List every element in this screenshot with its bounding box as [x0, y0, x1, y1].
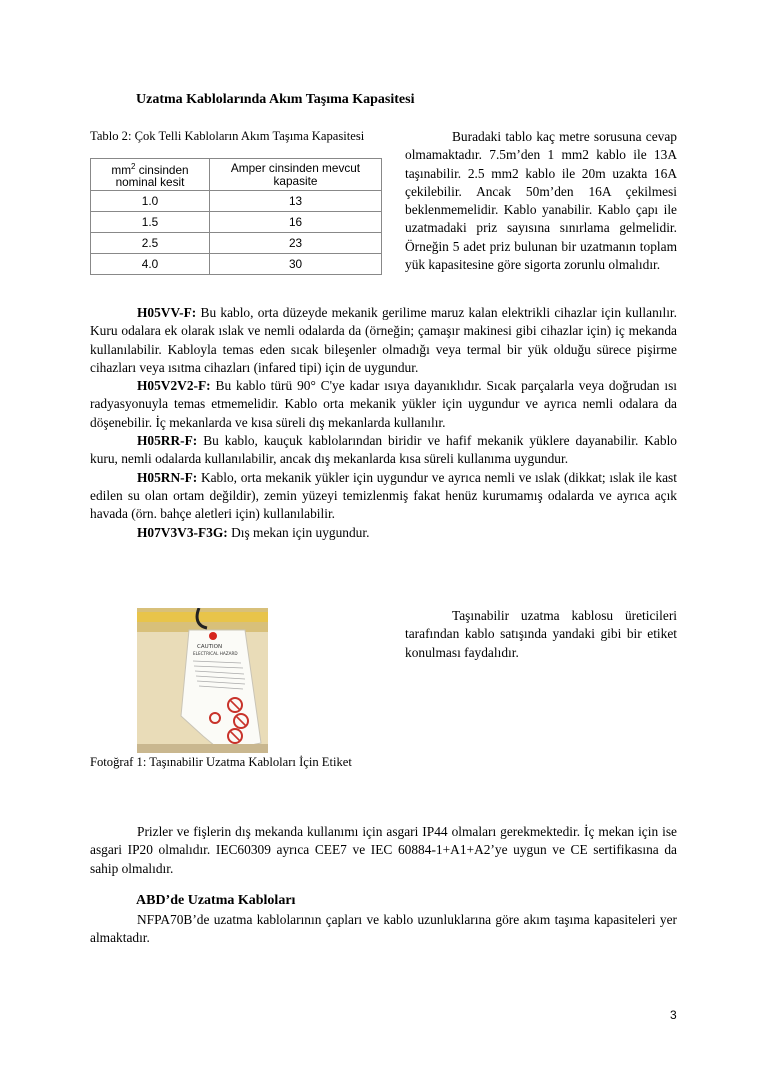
cable-label-illustration	[137, 608, 268, 753]
capacity-table	[90, 158, 382, 275]
header-ampere-capacity: Amper cinsinden mevcut kapasite	[210, 159, 382, 191]
table-row	[91, 191, 382, 212]
cable-label-photo	[137, 608, 268, 753]
photo-caption: Fotoğraf 1: Taşınabilir Uzatma Kabloları İçin Etiket	[90, 755, 352, 769]
paragraph-h05rn-f: H05RN-F: Kablo, orta mekanik yükler için uygundur ve ayrıca nemli ve ıslak (dikkat; ıslak ile kast edilen su olan ortam değildir), zemin yüzeyi temizlenmiş fakat henüz kurumamış odalarda ve ayrıca açık havada (örn. bahçe aletleri için) kullanılabilir.	[90, 469, 677, 522]
photo-label-line1: CAUTION	[197, 644, 223, 650]
table-caption: Tablo 2: Çok Telli Kabloların Akım Taşıma Kapasitesi	[90, 129, 365, 143]
table-cell: 2.5	[91, 233, 210, 254]
table-cell: 16	[210, 212, 382, 233]
paragraph-h05v2v2-f: H05V2V2-F: Bu kablo türü 90° C'ye kadar ısıya dayanıklıdır. Sıcak parçalarla veya doğrudan ısı radyasyonuyla temas etmemelidir. Kablo orta mekanik yükler için uygundur ve ayrıca nemli odalara da döşenebilir. İç mekanlarda ve kısa süreli dış mekanlarda kullanılır.	[90, 378, 677, 430]
table-row	[91, 233, 382, 254]
cable-types-section	[90, 304, 677, 542]
table-header-row	[91, 159, 382, 191]
ip-paragraph: Prizler ve fişlerin dış mekanda kullanımı için asgari IP44 olmaları gerekmektedir. İç mekan için ise asgari IP20 olmalıdır. IEC60309 ayrıca CEE7 ve IEC 60884-1+A1+A2’ye uygun ve CE sertifikasına da sahip olmalıdır.	[90, 824, 677, 876]
page-number: 3	[670, 1008, 677, 1022]
table-row	[91, 254, 382, 275]
table-row	[91, 212, 382, 233]
section-title: Uzatma Kablolarında Akım Taşıma Kapasitesi	[136, 92, 415, 107]
table-cell: 23	[210, 233, 382, 254]
photo-side-text: Taşınabilir uzatma kablosu üreticileri tarafından kablo satışında yandaki gibi bir etiket konulması faydalıdır.	[405, 608, 677, 660]
table-cell: 4.0	[91, 254, 210, 275]
table-cell: 1.5	[91, 212, 210, 233]
right-column-paragraph: Buradaki tablo kaç metre sorusuna cevap olmamaktadır. 7.5m’den 1 mm2 kablo ile 13A taşınabilir. 2.5 mm2 kablo ile 20m uzakta 16A çekilebilir. Ancak 50m’den 16A çekilmesi beklenmemelidir. Kablo yanabilir. Kablo çapı ile uzatmadaki priz sayısına sınırlama gelmelidir. Örneğin 5 adet priz bulunan bir uzatmanın toplam yük kapasitesine göre sigorta zorunlu olmalıdır.	[405, 129, 677, 273]
header-nominal-section: $mm^2$ cinsinden nominal kesit	[91, 159, 210, 191]
paragraph-h05rr-f: H05RR-F: Bu kablo, kauçuk kablolarından biridir ve hafif mekanik yüklere dayanabilir. Kablo kuru, nemli odalarda kullanılabilir, ancak dış mekanlarda kısa süreli kullanıma uygundur.	[90, 433, 677, 467]
usa-heading: ABD’de Uzatma Kabloları	[136, 893, 296, 908]
usa-paragraph: NFPA70B’de uzatma kablolarının çapları ve kablo uzunluklarına göre akım taşıma kapasiteleri yer almaktadır.	[90, 912, 677, 946]
table-cell: 13	[210, 191, 382, 212]
table-cell: 1.0	[91, 191, 210, 212]
paragraph-h07v3v3-f3g: H07V3V3-F3G: Dış mekan için uygundur.	[137, 524, 370, 540]
photo-label-line2: ELECTRICAL HAZARD	[193, 651, 238, 656]
table-cell: 30	[210, 254, 382, 275]
paragraph-h05vv-f: H05VV-F: Bu kablo, orta düzeyde mekanik gerilime maruz kalan elektrikli cihazlar için kullanılır. Kuru odalara ek olarak ıslak ve nemli odalarda da (örneğin; çamaşır makinesi gibi cihazlar için) iç mekanda kullanılabilir. Kabloyla temas eden sıcak bileşenler olmadığı veya termal bir yük olduğu sürece pişirme cihazları veya ısıtma cihazları (infared tipi) için de uygundur.	[90, 305, 677, 375]
